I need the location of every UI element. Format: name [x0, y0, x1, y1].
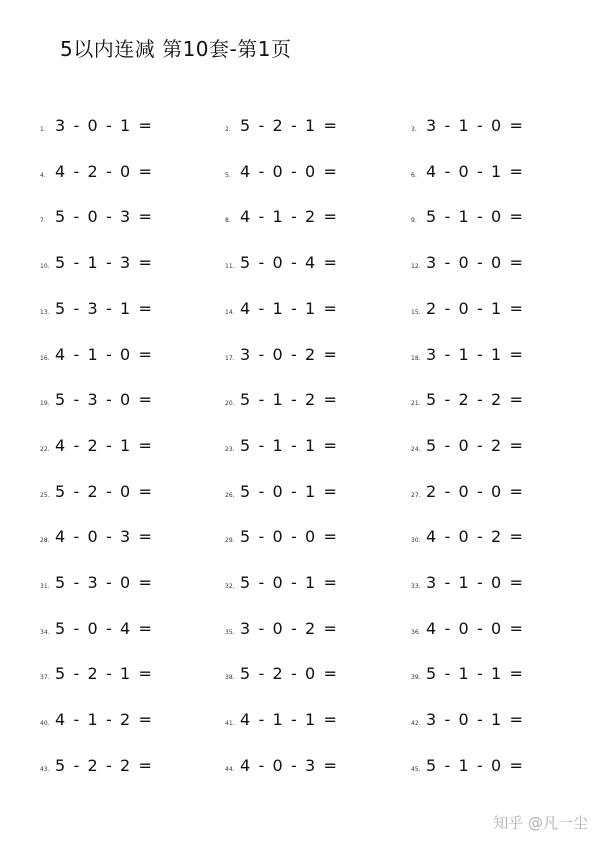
- problem-expression: 2 - 0 - 1 =: [426, 298, 524, 318]
- problem-number: 19.: [40, 400, 50, 408]
- problem-item: [40, 436, 153, 455]
- problem-number: 20.: [225, 400, 235, 408]
- problem-number: 21.: [411, 400, 421, 408]
- problem-expression: 4 - 1 - 1 =: [240, 710, 338, 730]
- problem-expression: 4 - 1 - 2 =: [240, 207, 338, 227]
- problem-expression: 5 - 1 - 1 =: [240, 435, 338, 455]
- problem-item: [225, 436, 338, 455]
- problem-item: [225, 116, 338, 135]
- problem-expression: 5 - 2 - 1 =: [240, 116, 338, 135]
- problem-number: 3.: [411, 126, 417, 133]
- problem-item: [225, 527, 338, 546]
- problem-item: [225, 482, 338, 501]
- problem-number: 31.: [40, 583, 50, 590]
- problem-item: [411, 207, 524, 226]
- problem-expression: 5 - 0 - 3 =: [55, 207, 153, 227]
- problem-item: [411, 436, 524, 455]
- problem-number: 28.: [40, 537, 50, 545]
- problem-expression: 4 - 0 - 2 =: [426, 527, 524, 547]
- problem-item: [40, 253, 153, 272]
- problem-expression: 4 - 0 - 0 =: [240, 161, 338, 181]
- problem-number: 23.: [225, 445, 235, 453]
- problem-item: [411, 162, 524, 181]
- problem-expression: 3 - 0 - 2 =: [240, 618, 338, 638]
- problem-item: [225, 664, 338, 683]
- problem-expression: 5 - 1 - 0 =: [426, 207, 524, 227]
- problem-expression: 5 - 0 - 0 =: [240, 527, 338, 547]
- problem-number: 45.: [411, 765, 421, 773]
- problem-number: 37.: [40, 674, 50, 682]
- problem-expression: 5 - 3 - 0 =: [55, 573, 153, 592]
- problem-item: [225, 573, 338, 592]
- problem-number: 6.: [411, 171, 417, 179]
- problem-number: 7.: [40, 217, 46, 225]
- problem-expression: 5 - 1 - 0 =: [426, 755, 524, 775]
- problem-number: 41.: [225, 720, 235, 728]
- watermark: 知乎 @凡一尘: [493, 814, 588, 832]
- problem-expression: 5 - 3 - 1 =: [55, 298, 153, 318]
- problem-item: [411, 619, 524, 638]
- problem-number: 22.: [40, 445, 50, 453]
- problem-item: [40, 573, 153, 592]
- problem-expression: 4 - 0 - 0 =: [426, 618, 524, 638]
- problem-number: 13.: [40, 308, 50, 316]
- problem-item: [225, 710, 338, 729]
- problem-number: 26.: [225, 491, 235, 499]
- problem-number: 14.: [225, 308, 235, 316]
- problem-item: [40, 756, 153, 775]
- problem-number: 32.: [225, 583, 235, 590]
- problem-expression: 3 - 0 - 1 =: [55, 116, 153, 135]
- problem-item: [411, 390, 524, 409]
- problem-item: [225, 390, 338, 409]
- problem-item: [411, 527, 524, 546]
- problem-item: [225, 162, 338, 181]
- problem-item: [40, 345, 153, 364]
- problem-expression: 5 - 1 - 1 =: [426, 664, 524, 684]
- problem-expression: 5 - 2 - 0 =: [55, 481, 153, 501]
- problem-expression: 5 - 0 - 1 =: [240, 573, 338, 592]
- problem-expression: 5 - 0 - 1 =: [240, 481, 338, 501]
- problem-expression: 5 - 1 - 2 =: [240, 390, 338, 410]
- problem-item: [411, 116, 524, 135]
- problem-expression: 4 - 2 - 0 =: [55, 161, 153, 181]
- problem-item: [411, 482, 524, 501]
- problem-number: 42.: [411, 720, 421, 728]
- problem-expression: 5 - 2 - 1 =: [55, 664, 153, 684]
- problem-item: [411, 299, 524, 318]
- problem-expression: 5 - 1 - 3 =: [55, 253, 153, 273]
- problem-item: [40, 116, 153, 135]
- problem-number: 35.: [225, 628, 235, 636]
- problem-item: [411, 756, 524, 775]
- page-title: 5以内连减 第10套-第1页: [60, 37, 292, 61]
- problem-item: [411, 345, 524, 364]
- problem-item: [40, 664, 153, 683]
- problem-expression: 5 - 2 - 2 =: [426, 390, 524, 410]
- problem-number: 5.: [225, 171, 231, 179]
- problem-number: 43.: [40, 765, 50, 773]
- problem-number: 33.: [411, 583, 421, 590]
- problem-expression: 5 - 0 - 2 =: [426, 435, 524, 455]
- problem-expression: 4 - 0 - 3 =: [55, 527, 153, 547]
- problem-item: [225, 299, 338, 318]
- problem-number: 16.: [40, 354, 50, 362]
- problem-number: 8.: [225, 217, 231, 225]
- problem-expression: 3 - 0 - 2 =: [240, 344, 338, 364]
- problem-expression: 5 - 0 - 4 =: [240, 253, 338, 273]
- problem-number: 17.: [225, 354, 235, 362]
- problem-number: 12.: [411, 263, 421, 271]
- problem-item: [40, 162, 153, 181]
- problem-item: [225, 253, 338, 272]
- problem-number: 44.: [225, 765, 235, 773]
- problem-item: [40, 527, 153, 546]
- problem-number: 15.: [411, 308, 421, 316]
- problem-expression: 5 - 2 - 0 =: [240, 664, 338, 684]
- problem-expression: 4 - 1 - 2 =: [55, 710, 153, 730]
- problem-item: [411, 710, 524, 729]
- problem-item: [225, 207, 338, 226]
- problem-expression: 4 - 0 - 3 =: [240, 755, 338, 775]
- problem-number: 2.: [225, 126, 231, 133]
- problem-expression: 3 - 1 - 0 =: [426, 116, 524, 135]
- problem-item: [225, 756, 338, 775]
- problem-number: 10.: [40, 263, 50, 271]
- problem-expression: 5 - 0 - 4 =: [55, 618, 153, 638]
- problem-number: 40.: [40, 720, 50, 728]
- problem-item: [40, 299, 153, 318]
- problem-item: [411, 573, 524, 592]
- problem-item: [225, 619, 338, 638]
- problem-number: 18.: [411, 354, 421, 362]
- problem-number: 9.: [411, 217, 417, 225]
- problem-number: 1.: [40, 126, 46, 133]
- problem-item: [40, 207, 153, 226]
- problem-item: [411, 253, 524, 272]
- problem-number: 30.: [411, 537, 421, 545]
- problem-number: 11.: [225, 263, 235, 271]
- problem-number: 39.: [411, 674, 421, 682]
- problem-number: 25.: [40, 491, 50, 499]
- problem-item: [40, 390, 153, 409]
- problem-expression: 4 - 1 - 0 =: [55, 344, 153, 364]
- problem-item: [40, 619, 153, 638]
- problem-expression: 3 - 1 - 1 =: [426, 344, 524, 364]
- problem-number: 38.: [225, 674, 235, 682]
- problem-expression: 3 - 1 - 0 =: [426, 573, 524, 592]
- problem-number: 27.: [411, 491, 421, 499]
- problem-item: [40, 710, 153, 729]
- problem-number: 29.: [225, 537, 235, 545]
- problem-expression: 2 - 0 - 0 =: [426, 481, 524, 501]
- problem-expression: 3 - 0 - 1 =: [426, 710, 524, 730]
- problem-number: 4.: [40, 171, 46, 179]
- problem-expression: 5 - 3 - 0 =: [55, 390, 153, 410]
- problem-expression: 4 - 0 - 1 =: [426, 161, 524, 181]
- problem-expression: 3 - 0 - 0 =: [426, 253, 524, 273]
- problem-expression: 4 - 1 - 1 =: [240, 298, 338, 318]
- problem-item: [411, 664, 524, 683]
- problem-expression: 5 - 2 - 2 =: [55, 755, 153, 775]
- problem-item: [225, 345, 338, 364]
- problem-number: 24.: [411, 445, 421, 453]
- problem-number: 34.: [40, 628, 50, 636]
- problem-expression: 4 - 2 - 1 =: [55, 435, 153, 455]
- problem-item: [40, 482, 153, 501]
- problem-number: 36.: [411, 628, 421, 636]
